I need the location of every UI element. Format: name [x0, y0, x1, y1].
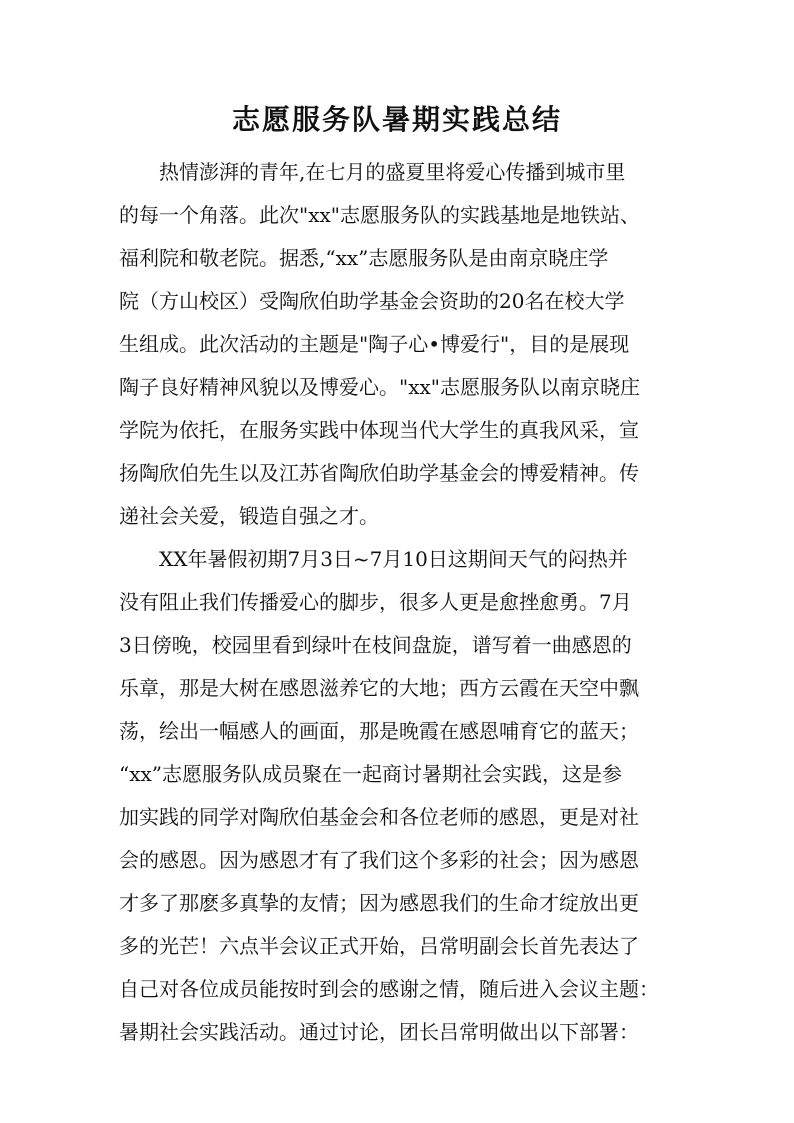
paragraph-line: “xx”志愿服务队成员聚在一起商讨暑期社会实践，这是参 [119, 762, 623, 786]
paragraph-line: 生组成。此次活动的主题是"陶子心•博爱行"，目的是展现 [119, 332, 630, 356]
paragraph-line: 多的光芒！六点半会议正式开始，吕常明副会长首先表达了 [119, 934, 639, 958]
paragraph-line: 才多了那麽多真挚的友情；因为感恩我们的生命才绽放出更 [119, 891, 639, 915]
paragraph-line: XX年暑假初期7月3日~7月10日这期间天气的闷热并 [119, 547, 628, 571]
paragraph-line: 的每一个角落。此次"xx"志愿服务队的实践基地是地铁站、 [119, 203, 640, 227]
paragraph-line: 3日傍晚，校园里看到绿叶在枝间盘旋，谱写着一曲感恩的 [119, 633, 632, 657]
paragraph-line: 加实践的同学对陶欣伯基金会和各位老师的感恩，更是对社 [119, 805, 639, 829]
paragraph-line: 没有阻止我们传播爱心的脚步，很多人更是愈挫愈勇。7月 [119, 590, 632, 614]
paragraph-line: 陶子良好精神风貌以及博爱心。"xx"志愿服务队以南京晓庄 [119, 375, 640, 399]
paragraph-line: 暑期社会实践活动。通过讨论，团长吕常明做出以下部署： [119, 1020, 639, 1044]
paragraph-line: 乐章，那是大树在感恩滋养它的大地；西方云霞在天空中飘 [119, 676, 639, 700]
paragraph-line: 递社会关爱，锻造自强之才。 [119, 504, 379, 528]
paragraph-line: 福利院和敬老院。据悉,“xx”志愿服务队是由南京晓庄学 [119, 246, 609, 270]
paragraph-line: 自己对各位成员能按时到会的感谢之情，随后进入会议主题： [119, 977, 659, 1001]
paragraph-line: 会的感恩。因为感恩才有了我们这个多彩的社会；因为感恩 [119, 848, 639, 872]
paragraph-line: 热情澎湃的青年,在七月的盛夏里将爱心传播到城市里 [119, 160, 626, 184]
document-title: 志愿服务队暑期实践总结 [231, 103, 562, 136]
paragraph-line: 院（方山校区）受陶欣伯助学基金会资助的20名在校大学 [119, 289, 625, 313]
paragraph-line: 扬陶欣伯先生以及江苏省陶欣伯助学基金会的博爱精神。传 [119, 461, 639, 485]
paragraph-line: 学院为依托，在服务实践中体现当代大学生的真我风采，宣 [119, 418, 639, 442]
paragraph-line: 荡，绘出一幅感人的画面，那是晚霞在感恩哺育它的蓝天； [119, 719, 639, 743]
